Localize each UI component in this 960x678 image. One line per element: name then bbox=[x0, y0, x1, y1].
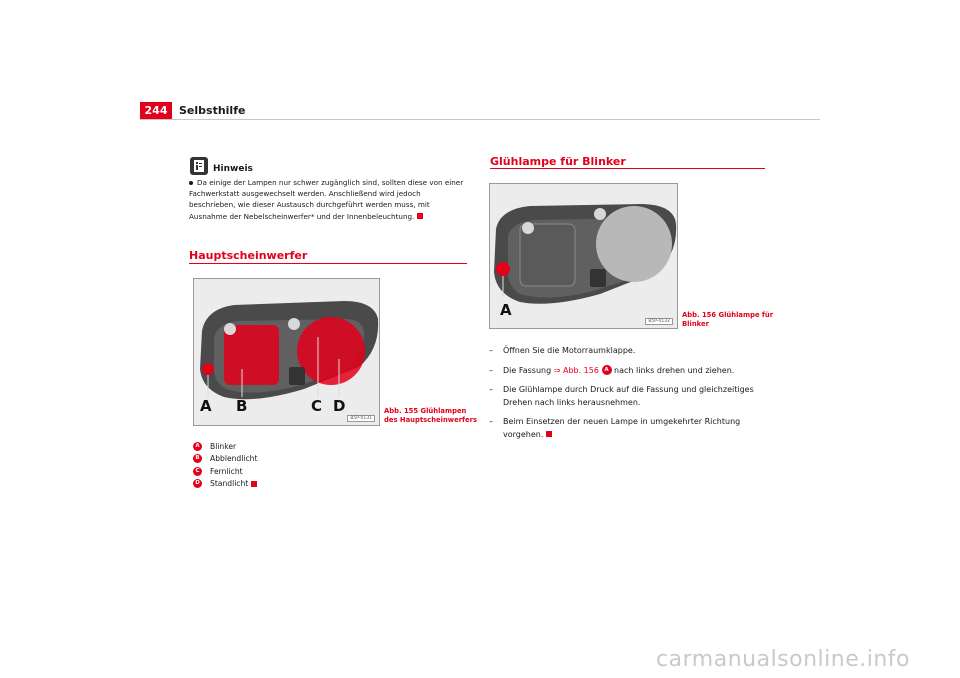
figure-label-a: A bbox=[200, 397, 212, 415]
headlight-illustration bbox=[194, 279, 379, 425]
legend-key-c: C bbox=[193, 467, 202, 476]
figure-label-a: A bbox=[500, 301, 512, 319]
step-item: – Öffnen Sie die Motorraumklappe. bbox=[489, 345, 779, 358]
note-line: Ausnahme der Nebelscheinwerfer* und der Innenbeleuchtung. bbox=[189, 211, 415, 221]
end-mark-icon bbox=[251, 481, 257, 487]
legend-key-b: B bbox=[193, 454, 202, 463]
legend-text: Blinker bbox=[210, 441, 237, 451]
caption-line: des Hauptscheinwerfers bbox=[384, 415, 478, 424]
note-line: Da einige der Lampen nur schwer zugänglich sind, sollten diese von einer bbox=[197, 178, 464, 187]
figure-code: B5P-0131 bbox=[347, 415, 375, 422]
page-title: Selbsthilfe bbox=[179, 104, 246, 117]
legend-list bbox=[193, 440, 257, 490]
note-line: beschrieben, wie dieser Austausch durchgeführt werden muss, mit bbox=[189, 200, 430, 210]
step-text: Drehen nach links herausnehmen. bbox=[503, 397, 641, 407]
bullet-icon bbox=[189, 181, 193, 185]
watermark: carmanualsonline.info bbox=[656, 647, 910, 672]
page-number: 244 bbox=[140, 102, 172, 120]
info-note-icon bbox=[190, 157, 208, 175]
section-heading-hauptscheinwerfer: Hauptscheinwerfer bbox=[189, 249, 308, 262]
legend-item bbox=[193, 453, 257, 466]
legend-item bbox=[193, 440, 257, 453]
step-text: Beim Einsetzen der neuen Lampe in umgekehrter Richtung bbox=[503, 417, 741, 426]
step-item: – Beim Einsetzen der neuen Lampe in umgekehrter Richtung vorgehen. bbox=[489, 417, 741, 439]
legend-item bbox=[193, 465, 257, 478]
end-mark-icon bbox=[417, 213, 423, 219]
step-text: Öffnen Sie die Motorraumklappe. bbox=[503, 346, 636, 355]
legend-key-d: D bbox=[193, 479, 202, 488]
legend-text: Abblendlicht bbox=[210, 454, 258, 464]
step-text: vorgehen. bbox=[503, 429, 544, 439]
legend-item bbox=[193, 478, 257, 491]
figure-code: B5P-0132 bbox=[645, 318, 673, 325]
note-title: Hinweis bbox=[213, 164, 253, 174]
legend-text: Fernlicht bbox=[210, 466, 243, 476]
section-heading-blinker: Glühlampe für Blinker bbox=[490, 155, 626, 168]
headlight-figure bbox=[193, 278, 380, 426]
step-item: – Die Fassung ⇒ Abb. 156 A nach links drehen und ziehen. bbox=[489, 365, 735, 375]
figure-caption-156 bbox=[682, 311, 773, 328]
caption-line: Abb. 156 Glühlampe für bbox=[682, 311, 774, 319]
figure-label-c: C bbox=[311, 397, 323, 415]
step-text: Die Glühlampe durch Druck auf die Fassung und gleichzeitiges bbox=[503, 385, 754, 394]
blinker-illustration bbox=[490, 184, 677, 328]
blinker-figure bbox=[489, 183, 678, 329]
section-rule bbox=[490, 168, 765, 169]
legend-key-a: A bbox=[602, 365, 612, 375]
header-divider bbox=[140, 119, 820, 120]
caption-line: Blinker bbox=[682, 319, 709, 328]
step-text: nach links drehen und ziehen. bbox=[611, 365, 735, 375]
figure-reference-link[interactable]: ⇒ Abb. 156 bbox=[553, 365, 599, 375]
figure-label-d: D bbox=[333, 397, 346, 415]
figure-caption-155 bbox=[384, 407, 477, 424]
high-beam-lamp-highlight bbox=[297, 317, 365, 385]
step-item: – Die Glühlampe durch Druck auf die Fassung und gleichzeitiges Drehen nach links herausnehmen. bbox=[489, 385, 754, 407]
end-mark-icon bbox=[546, 431, 552, 437]
section-rule bbox=[189, 263, 467, 264]
figure-label-b: B bbox=[236, 397, 248, 415]
step-list bbox=[489, 345, 779, 441]
legend-key-a: A bbox=[193, 442, 202, 451]
note-text bbox=[189, 177, 469, 222]
step-text: Die Fassung bbox=[503, 365, 554, 375]
turn-signal-highlight bbox=[202, 363, 214, 375]
turn-signal-highlight bbox=[496, 262, 510, 276]
caption-line: Abb. 155 Glühlampen bbox=[384, 407, 467, 415]
note-line: Fachwerkstatt ausgewechselt werden. Anschließend wird jedoch bbox=[189, 189, 421, 199]
legend-text: Standlicht bbox=[210, 479, 249, 489]
